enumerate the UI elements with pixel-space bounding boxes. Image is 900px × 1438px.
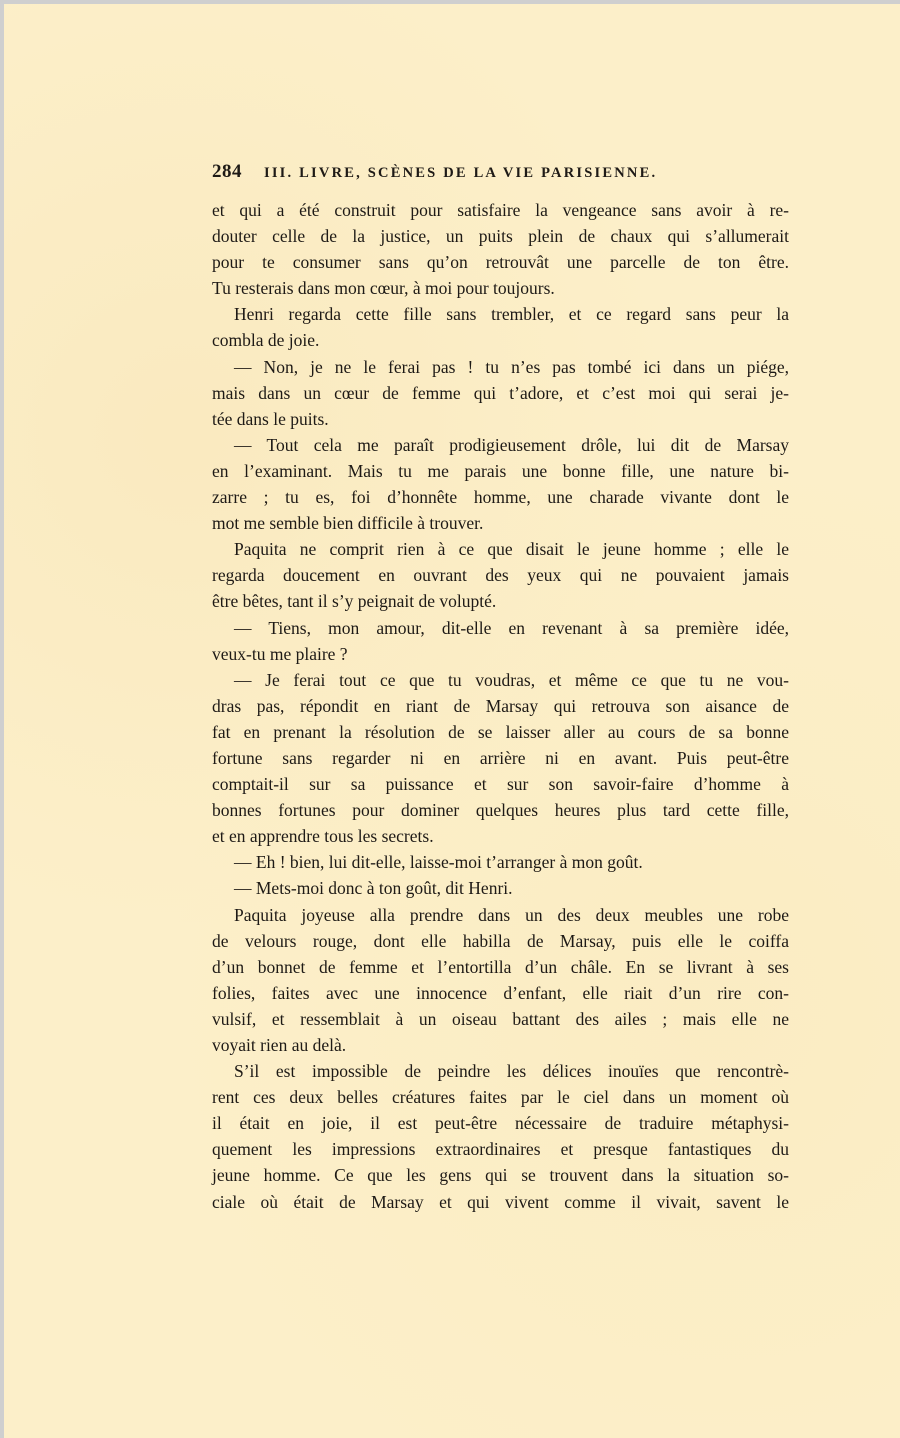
- text-line: en l’examinant. Mais tu me parais une bonne fille, une nature bi-: [212, 460, 789, 481]
- text-line: et en apprendre tous les secrets.: [212, 826, 434, 847]
- running-head-title: III. LIVRE, SCÈNES DE LA VIE PARISIENNE.: [264, 165, 658, 181]
- page-number: 284: [212, 161, 242, 182]
- text-line: de velours rouge, dont elle habilla de Marsay, puis elle le coiffa: [212, 930, 789, 951]
- text-line: douter celle de la justice, un puits plein de chaux qui s’allumerait: [212, 226, 789, 247]
- text-line: combla de joie.: [212, 330, 320, 351]
- paragraph: [212, 536, 789, 614]
- text-line: et qui a été construit pour satisfaire la vengeance sans avoir à re-: [212, 200, 789, 220]
- text-line: ciale où était de Marsay et qui vivent comme il vivait, savent le: [212, 1191, 789, 1212]
- text-line: — Tiens, mon amour, dit-elle en revenant à sa première idée,: [234, 617, 789, 638]
- text-line: — Eh ! bien, lui dit-elle, laisse-moi t’arranger à mon goût.: [234, 852, 643, 873]
- paragraph: [212, 902, 789, 1059]
- text-line: folies, faites avec une innocence d’enfant, elle riait d’un rire con-: [212, 982, 789, 1003]
- text-line: veux-tu me plaire ?: [212, 643, 348, 664]
- paragraph: [212, 301, 789, 353]
- paragraph: [212, 667, 789, 850]
- text-line: être bêtes, tant il s’y peignait de volupté.: [212, 591, 497, 612]
- text-line: Paquita ne comprit rien à ce que disait le jeune homme ; elle le: [234, 539, 789, 560]
- paragraph: [212, 432, 789, 536]
- text-line: tée dans le puits.: [212, 408, 329, 429]
- text-line: d’un bonnet de femme et l’entortilla d’un châle. En se livrant à ses: [212, 956, 789, 977]
- text-line: jeune homme. Ce que les gens qui se trouvent dans la situation so-: [212, 1165, 789, 1186]
- text-line: il était en joie, il est peut-être nécessaire de traduire métaphysi-: [212, 1113, 789, 1134]
- text-line: zarre ; tu es, foi d’honnête homme, une charade vivante dont le: [212, 487, 789, 508]
- text-line: dras pas, répondit en riant de Marsay qui retrouva son aisance de: [212, 695, 789, 716]
- text-line: regarda doucement en ouvrant des yeux qui ne pouvaient jamais: [212, 565, 789, 586]
- text-line: quement les impressions extraordinaires et presque fantastiques du: [212, 1139, 789, 1160]
- text-line: mais dans un cœur de femme qui t’adore, et c’est moi qui serai je-: [212, 382, 789, 403]
- paragraph: [212, 197, 789, 301]
- text-line: fat en prenant la résolution de se laisser aller au cours de sa bonne: [212, 721, 789, 742]
- paragraph: [212, 354, 789, 432]
- book-page: [4, 4, 900, 1438]
- text-line: S’il est impossible de peindre les délices inouïes que rencontrè-: [234, 1061, 789, 1082]
- text-line: comptait-il sur sa puissance et sur son savoir-faire d’homme à: [212, 774, 789, 795]
- paragraph: [212, 1058, 789, 1215]
- text-line: pour te consumer sans qu’on retrouvât une parcelle de ton être.: [212, 252, 789, 273]
- paragraph: [212, 849, 789, 875]
- text-line: fortune sans regarder ni en arrière ni en avant. Puis peut-être: [212, 747, 789, 768]
- text-line: Paquita joyeuse alla prendre dans un des deux meubles une robe: [234, 904, 789, 925]
- text-line: — Non, je ne le ferai pas ! tu n’es pas tombé ici dans un piége,: [234, 356, 789, 377]
- text-line: — Tout cela me paraît prodigieusement drôle, lui dit de Marsay: [234, 434, 789, 455]
- paragraph: [212, 875, 789, 901]
- body-text: [212, 197, 789, 1215]
- paragraph: [212, 615, 789, 667]
- text-line: rent ces deux belles créatures faites par le ciel dans un moment où: [212, 1087, 789, 1108]
- text-line: Henri regarda cette fille sans trembler, et ce regard sans peur la: [234, 304, 789, 325]
- text-line: — Je ferai tout ce que tu voudras, et même ce que tu ne vou-: [234, 669, 789, 690]
- text-line: voyait rien au delà.: [212, 1035, 347, 1055]
- text-line: vulsif, et ressemblait à un oiseau battant des ailes ; mais elle ne: [212, 1008, 789, 1029]
- running-head: [212, 159, 789, 189]
- text-line: — Mets-moi donc à ton goût, dit Henri.: [234, 878, 513, 899]
- text-line: mot me semble bien difficile à trouver.: [212, 513, 484, 534]
- page-text-block: [212, 159, 789, 1215]
- text-line: Tu resterais dans mon cœur, à moi pour toujours.: [212, 278, 555, 299]
- text-line: bonnes fortunes pour dominer quelques heures plus tard cette fille,: [212, 800, 789, 821]
